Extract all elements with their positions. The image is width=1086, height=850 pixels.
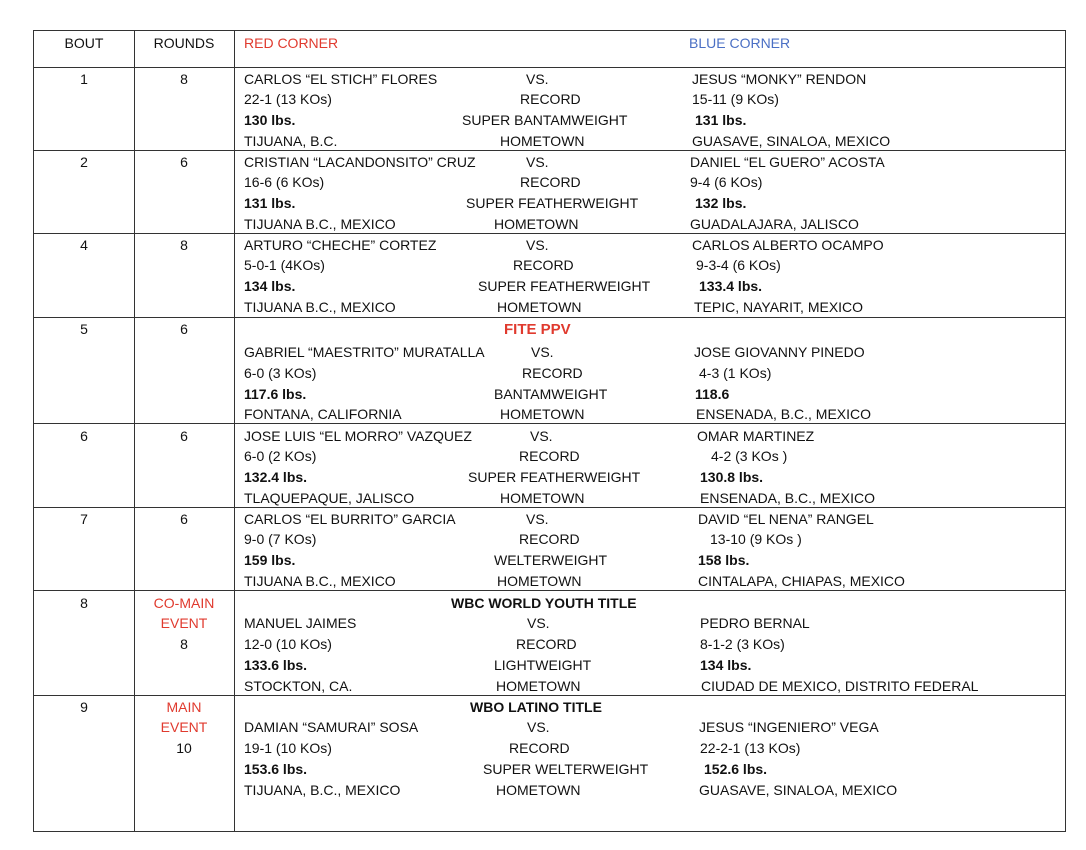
row-divider xyxy=(34,67,1065,68)
blue-fighter-hometown: TEPIC, NAYARIT, MEXICO xyxy=(694,299,864,315)
vs-label: VS. xyxy=(526,71,549,87)
title-label: WBC WORLD YOUTH TITLE xyxy=(451,595,637,611)
rounds-value: 8 xyxy=(180,71,188,87)
blue-fighter-weight: 118.6 xyxy=(695,386,730,402)
red-fighter-record: 6-0 (3 KOs) xyxy=(244,365,317,381)
weight-division: SUPER WELTERWEIGHT xyxy=(483,761,649,777)
red-fighter-hometown: TIJUANA B.C., MEXICO xyxy=(244,216,396,232)
hometown-label: HOMETOWN xyxy=(500,406,585,422)
red-fighter-name: JOSE LUIS “EL MORRO” VAZQUEZ xyxy=(244,428,472,444)
hometown-label: HOMETOWN xyxy=(500,490,585,506)
blue-fighter-hometown: CINTALAPA, CHIAPAS, MEXICO xyxy=(698,573,905,589)
blue-fighter-name: PEDRO BERNAL xyxy=(700,615,810,631)
record-label: RECORD xyxy=(519,531,580,547)
bout-number: 2 xyxy=(80,154,88,170)
header-red-corner: RED CORNER xyxy=(244,35,339,51)
blue-fighter-record: 9-3-4 (6 KOs) xyxy=(696,257,781,273)
vs-label: VS. xyxy=(531,344,554,360)
blue-fighter-name: DAVID “EL NENA” RANGEL xyxy=(698,511,874,527)
weight-division: SUPER FEATHERWEIGHT xyxy=(478,278,651,294)
red-fighter-hometown: STOCKTON, CA. xyxy=(244,678,353,694)
weight-division: SUPER FEATHERWEIGHT xyxy=(468,469,641,485)
blue-fighter-name: JOSE GIOVANNY PINEDO xyxy=(694,344,865,360)
row-divider xyxy=(34,317,1065,318)
rounds-value: 8 xyxy=(180,636,188,652)
hometown-label: HOMETOWN xyxy=(494,216,579,232)
blue-fighter-record: 4-2 (3 KOs ) xyxy=(711,448,788,464)
red-fighter-name: ARTURO “CHECHE” CORTEZ xyxy=(244,237,437,253)
red-fighter-name: DAMIAN “SAMURAI” SOSA xyxy=(244,719,419,735)
weight-division: WELTERWEIGHT xyxy=(494,552,608,568)
blue-fighter-weight: 158 lbs. xyxy=(698,552,750,568)
title-label: WBO LATINO TITLE xyxy=(470,699,602,715)
blue-fighter-hometown: GUASAVE, SINALOA, MEXICO xyxy=(699,782,898,798)
vs-label: VS. xyxy=(530,428,553,444)
rounds-value: 10 xyxy=(176,740,192,756)
bout-number: 7 xyxy=(80,511,88,527)
fight-card-table xyxy=(33,30,1066,832)
red-fighter-name: CRISTIAN “LACANDONSITO” CRUZ xyxy=(244,154,476,170)
red-fighter-weight: 132.4 lbs. xyxy=(244,469,308,485)
red-fighter-weight: 131 lbs. xyxy=(244,195,296,211)
hometown-label: HOMETOWN xyxy=(496,782,581,798)
blue-fighter-weight: 132 lbs. xyxy=(695,195,747,211)
red-fighter-record: 9-0 (7 KOs) xyxy=(244,531,317,547)
rounds-value: 8 xyxy=(180,237,188,253)
column-divider xyxy=(234,31,235,831)
blue-fighter-record: 13-10 (9 KOs ) xyxy=(710,531,802,547)
weight-division: LIGHTWEIGHT xyxy=(494,657,592,673)
bout-number: 8 xyxy=(80,595,88,611)
red-fighter-record: 16-6 (6 KOs) xyxy=(244,174,325,190)
weight-division: SUPER BANTAMWEIGHT xyxy=(462,112,628,128)
red-fighter-weight: 117.6 lbs. xyxy=(244,386,307,402)
blue-fighter-name: JESUS “INGENIERO” VEGA xyxy=(699,719,879,735)
blue-fighter-name: JESUS “MONKY” RENDON xyxy=(692,71,867,87)
red-fighter-weight: 159 lbs. xyxy=(244,552,296,568)
blue-fighter-weight: 133.4 lbs. xyxy=(699,278,763,294)
red-fighter-hometown: TLAQUEPAQUE, JALISCO xyxy=(244,490,415,506)
rounds-value: 6 xyxy=(180,321,188,337)
weight-division: BANTAMWEIGHT xyxy=(494,386,608,402)
red-fighter-weight: 153.6 lbs. xyxy=(244,761,308,777)
bout-number: 4 xyxy=(80,237,88,253)
bout-number: 5 xyxy=(80,321,88,337)
blue-fighter-record: 15-11 (9 KOs) xyxy=(692,91,779,107)
hometown-label: HOMETOWN xyxy=(500,133,585,149)
red-fighter-record: 6-0 (2 KOs) xyxy=(244,448,317,464)
red-fighter-name: CARLOS “EL BURRITO” GARCIA xyxy=(244,511,456,527)
record-label: RECORD xyxy=(519,448,580,464)
ppv-banner: FITE PPV xyxy=(504,321,571,338)
blue-fighter-record: 8-1-2 (3 KOs) xyxy=(700,636,785,652)
record-label: RECORD xyxy=(516,636,577,652)
record-label: RECORD xyxy=(522,365,583,381)
red-fighter-hometown: TIJUANA, B.C. xyxy=(244,133,338,149)
red-fighter-name: CARLOS “EL STICH” FLORES xyxy=(244,71,438,87)
hometown-label: HOMETOWN xyxy=(497,573,582,589)
red-fighter-name: GABRIEL “MAESTRITO” MURATALLA xyxy=(244,344,485,360)
vs-label: VS. xyxy=(526,237,549,253)
event-label-line2: EVENT xyxy=(160,615,208,631)
red-fighter-hometown: TIJUANA, B.C., MEXICO xyxy=(244,782,401,798)
header-blue-corner: BLUE CORNER xyxy=(689,35,791,51)
red-fighter-record: 22-1 (13 KOs) xyxy=(244,91,332,107)
record-label: RECORD xyxy=(520,174,581,190)
blue-fighter-record: 9-4 (6 KOs) xyxy=(690,174,763,190)
header-rounds: ROUNDS xyxy=(153,35,215,51)
blue-fighter-weight: 134 lbs. xyxy=(700,657,752,673)
blue-fighter-name: CARLOS ALBERTO OCAMPO xyxy=(692,237,884,253)
record-label: RECORD xyxy=(520,91,581,107)
hometown-label: HOMETOWN xyxy=(497,299,582,315)
blue-fighter-weight: 152.6 lbs. xyxy=(704,761,768,777)
red-fighter-hometown: FONTANA, CALIFORNIA xyxy=(244,406,402,422)
weight-division: SUPER FEATHERWEIGHT xyxy=(466,195,639,211)
blue-fighter-hometown: ENSENADA, B.C., MEXICO xyxy=(700,490,876,506)
header-bout: BOUT xyxy=(64,35,104,51)
red-fighter-hometown: TIJUANA B.C., MEXICO xyxy=(244,573,396,589)
blue-fighter-weight: 130.8 lbs. xyxy=(700,469,764,485)
red-fighter-name: MANUEL JAIMES xyxy=(244,615,357,631)
bout-number: 1 xyxy=(80,71,88,87)
vs-label: VS. xyxy=(527,615,550,631)
rounds-value: 6 xyxy=(180,511,188,527)
blue-fighter-hometown: GUADALAJARA, JALISCO xyxy=(690,216,859,232)
red-fighter-record: 5-0-1 (4KOs) xyxy=(244,257,325,273)
blue-fighter-name: OMAR MARTINEZ xyxy=(697,428,815,444)
blue-fighter-hometown: CIUDAD DE MEXICO, DISTRITO FEDERAL xyxy=(701,678,979,694)
event-label-line2: EVENT xyxy=(160,719,208,735)
rounds-value: 6 xyxy=(180,154,188,170)
vs-label: VS. xyxy=(527,719,550,735)
red-fighter-weight: 134 lbs. xyxy=(244,278,296,294)
hometown-label: HOMETOWN xyxy=(496,678,581,694)
blue-fighter-name: DANIEL “EL GUERO” ACOSTA xyxy=(690,154,885,170)
red-fighter-record: 12-0 (10 KOs) xyxy=(244,636,332,652)
event-label-line1: MAIN xyxy=(166,699,202,715)
blue-fighter-hometown: GUASAVE, SINALOA, MEXICO xyxy=(692,133,891,149)
blue-fighter-weight: 131 lbs. xyxy=(695,112,747,128)
red-fighter-hometown: TIJUANA B.C., MEXICO xyxy=(244,299,396,315)
bout-number: 9 xyxy=(80,699,88,715)
vs-label: VS. xyxy=(526,511,549,527)
record-label: RECORD xyxy=(513,257,574,273)
record-label: RECORD xyxy=(509,740,570,756)
bout-number: 6 xyxy=(80,428,88,444)
rounds-value: 6 xyxy=(180,428,188,444)
blue-fighter-record: 22-2-1 (13 KOs) xyxy=(700,740,801,756)
vs-label: VS. xyxy=(526,154,549,170)
red-fighter-record: 19-1 (10 KOs) xyxy=(244,740,332,756)
red-fighter-weight: 133.6 lbs. xyxy=(244,657,308,673)
event-label-line1: CO-MAIN xyxy=(153,595,215,611)
red-fighter-weight: 130 lbs. xyxy=(244,112,296,128)
blue-fighter-record: 4-3 (1 KOs) xyxy=(699,365,772,381)
blue-fighter-hometown: ENSENADA, B.C., MEXICO xyxy=(696,406,872,422)
